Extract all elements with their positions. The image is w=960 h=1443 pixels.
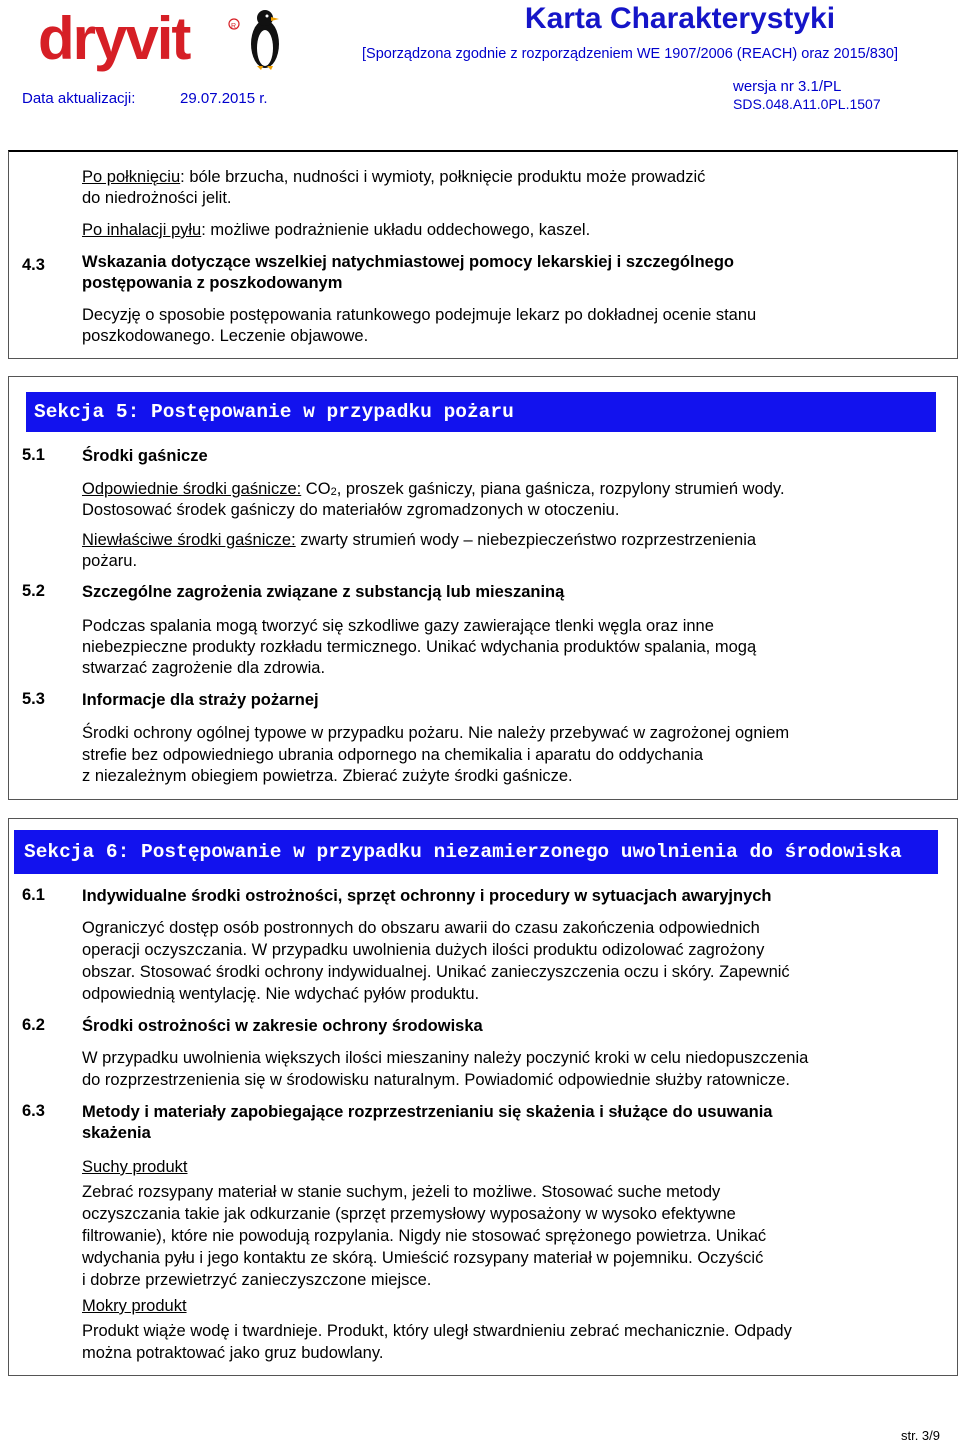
first-aid-text-2: poszkodowanego. Leczenie objawowe. xyxy=(82,327,369,345)
precautions-text-4: odpowiednią wentylację. Nie wdychać pyłów produktu. xyxy=(82,985,480,1003)
subsection-number-6-1: 6.1 xyxy=(22,886,45,904)
firefighter-text-2: strefie bez odpowiedniego ubrania odpornego na chemikalia i aparatu do oddychania xyxy=(82,746,704,764)
unsuitable-media-text-2: pożaru. xyxy=(82,552,138,570)
subsection-number-6-3: 6.3 xyxy=(22,1102,45,1120)
unsuitable-media-label: Niewłaściwe środki gaśnicze: xyxy=(82,531,296,549)
swallow-paragraph xyxy=(82,167,920,188)
version-label: wersja nr 3.1/PL xyxy=(733,78,842,95)
subsection-number-5-1: 5.1 xyxy=(22,446,45,464)
dry-product-text-4: wdychania pyłu i jego kontaktu ze skórą. Umieścić rozsypany materiał w pojemniku. Oczyścić xyxy=(82,1249,764,1267)
suitable-media-text: , proszek gaśniczy, piana gaśnicza, rozpylony strumień wody. xyxy=(336,480,785,498)
first-aid-text: Decyzję o sposobie postępowania ratunkowego podejmuje lekarz po dokładnej ocenie stanu xyxy=(82,306,757,324)
suitable-media-label: Odpowiednie środki gaśnicze: xyxy=(82,480,302,498)
wet-product-text-2: można potraktować jako gruz budowlany. xyxy=(82,1344,384,1362)
hazards-text-1: Podczas spalania mogą tworzyć się szkodliwe gazy zawierające tlenki węgla oraz inne xyxy=(82,617,714,635)
document-code: SDS.048.A11.0PL.1507 xyxy=(733,96,881,112)
subsection-heading-6-2: Środki ostrożności w zakresie ochrony środowiska xyxy=(82,1017,483,1035)
precautions-text-3: obszar. Stosować środki ochrony indywidualnej. Unikać zanieczyszczenia oczu i skóry. Zapewnić xyxy=(82,963,790,981)
environment-text-2: do rozprzestrzenienia się w środowisku naturalnym. Powiadomić odpowiednie służby ratownicze. xyxy=(82,1071,791,1089)
update-date: 29.07.2015 r. xyxy=(180,90,268,107)
subsection-heading-6-3-line2: skażenia xyxy=(82,1124,151,1142)
subsection-number-5-2: 5.2 xyxy=(22,582,45,600)
page-number: str. 3/9 xyxy=(900,1428,940,1443)
section-5-header: Sekcja 5: Postępowanie w przypadku pożaru xyxy=(26,392,936,432)
subsection-number-4-3: 4.3 xyxy=(22,256,45,274)
precautions-text-1: Ograniczyć dostęp osób postronnych do obszaru awarii do czasu zakończenia odpowiednich xyxy=(82,919,760,937)
dry-product-label: Suchy produkt xyxy=(82,1158,188,1176)
swallow-text-2: do niedrożności jelit. xyxy=(82,189,232,207)
firefighter-text-3: z niezależnym obiegiem powietrza. Zbierać zużyte środki gaśnicze. xyxy=(82,767,573,785)
subsection-number-6-2: 6.2 xyxy=(22,1016,45,1034)
document-title: Karta Charakterystyki xyxy=(524,2,836,35)
precautions-text-2: operacji oczyszczania. W przypadku uwolnienia dużych ilości produktu odizolować zagrożony xyxy=(82,941,765,959)
subsection-heading-5-2: Szczególne zagrożenia związane z substancją lub mieszaniną xyxy=(82,583,565,601)
dry-product-text-2: oczyszczania takie jak odkurzanie (sprzęt przemysłowy wyposażony w wysoko efektywne xyxy=(82,1205,736,1223)
svg-text:dryvit: dryvit xyxy=(38,5,190,72)
swallow-label: Po połknięciu xyxy=(82,168,181,186)
wet-product-label: Mokry produkt xyxy=(82,1297,187,1315)
subsection-heading-4-3: Wskazania dotyczące wszelkiej natychmiastowej pomocy lekarskiej i szczególnego xyxy=(82,253,735,271)
dry-product-text-3: filtrowanie), które nie powodują rozpylania. Nigdy nie stosować sprężonego powietrza. Unikać xyxy=(82,1227,767,1245)
subsection-heading-6-1: Indywidualne środki ostrożności, sprzęt ochronny i procedury w sytuacjach awaryjnych xyxy=(82,887,772,905)
inhalation-text: : możliwe podrażnienie układu oddechowego, kaszel. xyxy=(201,221,591,239)
suitable-media-text-2: Dostosować środek gaśniczy do materiałów zgromadzonych w otoczeniu. xyxy=(82,501,620,519)
wet-product-text-1: Produkt wiąże wodę i twardnieje. Produkt, który uległ stwardnieniu zebrać mechanicznie. Odpady xyxy=(82,1322,792,1340)
subsection-heading-5-1: Środki gaśnicze xyxy=(82,447,208,465)
co2-text: CO xyxy=(301,480,331,498)
subsection-heading-6-3: Metody i materiały zapobiegające rozprzestrzenianiu się skażenia i służące do usuwania xyxy=(82,1103,773,1121)
hazards-text-3: stwarzać zagrożenie dla zdrowia. xyxy=(82,659,326,677)
swallow-text: : bóle brzucha, nudności i wymioty, połknięcie produktu może prowadzić xyxy=(180,168,706,186)
dry-product-text-5: i dobrze przewietrzyć zanieczyszczone miejsce. xyxy=(82,1271,432,1289)
document-subtitle: [Sporządzona zgodnie z rozporządzeniem WE 1907/2006 (REACH) oraz 2015/830] xyxy=(362,46,898,62)
update-label: Data aktualizacji: xyxy=(22,90,136,107)
svg-text:R: R xyxy=(231,23,237,30)
subsection-heading-5-3: Informacje dla straży pożarnej xyxy=(82,691,319,709)
inhalation-paragraph xyxy=(82,220,590,241)
environment-text-1: W przypadku uwolnienia większych ilości mieszaniny należy poczynić kroki w celu niedopuszczenia xyxy=(82,1049,809,1067)
dry-product-text-1: Zebrać rozsypany materiał w stanie suchym, jeżeli to możliwe. Stosować suche metody xyxy=(82,1183,721,1201)
subsection-number-5-3: 5.3 xyxy=(22,690,45,708)
unsuitable-media-text: zwarty strumień wody – niebezpieczeństwo rozprzestrzenienia xyxy=(295,531,757,549)
dryvit-logo xyxy=(38,4,298,74)
subsection-heading-4-3-line2: postępowania z poszkodowanym xyxy=(82,274,343,292)
hazards-text-2: niebezpieczne produkty rozkładu termicznego. Unikać wdychania produktów spalania, mogą xyxy=(82,638,757,656)
inhalation-label: Po inhalacji pyłu xyxy=(82,221,202,239)
section-6-header: Sekcja 6: Postępowanie w przypadku niezamierzonego uwolnienia do środowiska xyxy=(14,830,938,874)
unsuitable-media-paragraph xyxy=(82,530,920,551)
firefighter-text-1: Środki ochrony ogólnej typowe w przypadku pożaru. Nie należy przebywać w zagrożonej ogniem xyxy=(82,724,790,742)
co2-subscript: 2 xyxy=(330,486,337,498)
